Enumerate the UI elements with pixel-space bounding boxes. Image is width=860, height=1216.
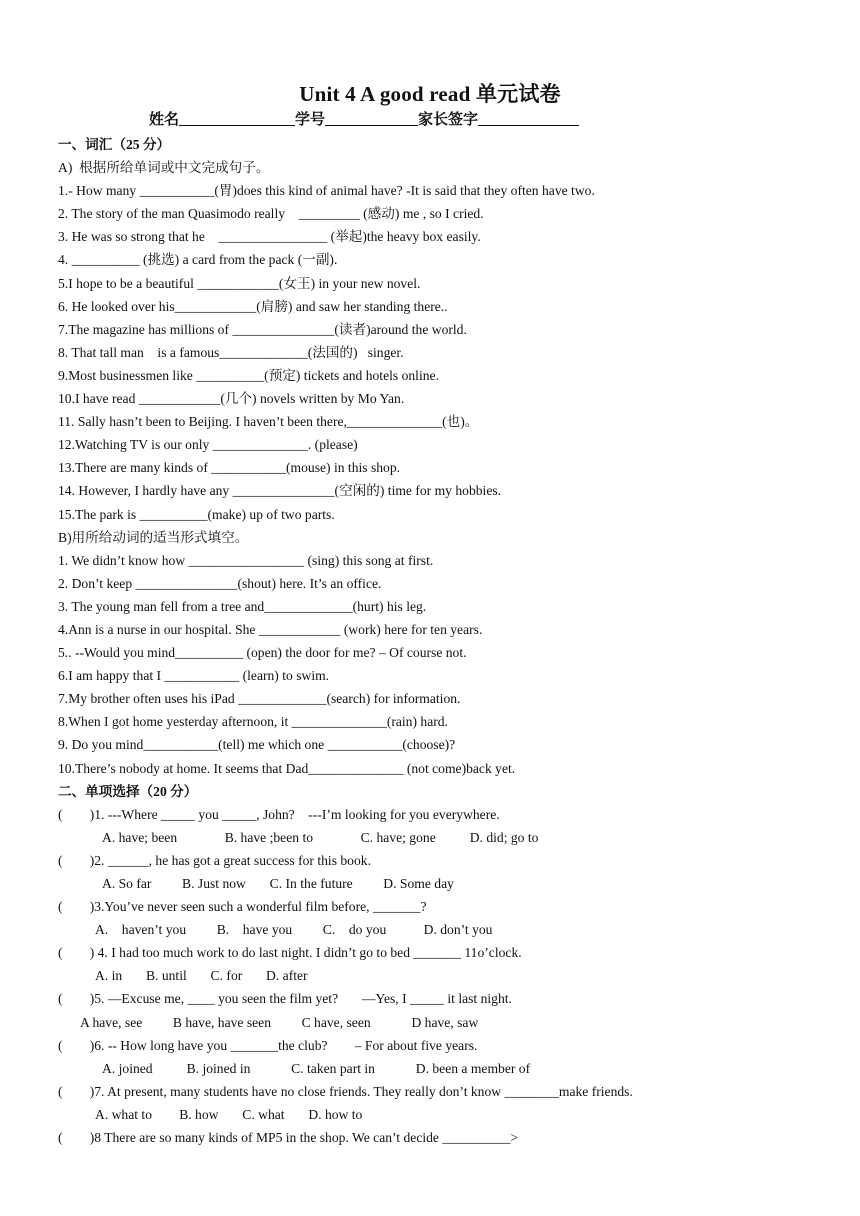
part-b-instruction: B)用所给动词的适当形式填空。 — [58, 529, 249, 545]
question-line: 8.When I got home yesterday afternoon, it ______________(rain) hard. — [58, 714, 448, 730]
choice-options: A. haven’t you B. have you C. do you D. don’t you — [95, 922, 493, 938]
choice-question: ( )7. At present, many students have no close friends. They really don’t know ________make friends. — [58, 1083, 633, 1099]
question-line: 8. That tall man is a famous_____________(法国的) singer. — [58, 344, 404, 360]
question-line: 13.There are many kinds of ___________(mouse) in this shop. — [58, 460, 401, 476]
choice-options: A have, see B have, have seen C have, seen D have, saw — [80, 1014, 479, 1030]
choice-options: A. joined B. joined in C. taken part in D. been a member of — [102, 1060, 531, 1076]
page-title: Unit 4 A good read 单元试卷 — [299, 82, 561, 106]
question-line: 11. Sally hasn’t been to Beijing. I haven’t been there,______________(也)。 — [58, 414, 479, 430]
question-line: 10.There’s nobody at home. It seems that Dad______________ (not come)back yet. — [58, 760, 516, 776]
name-blank[interactable] — [179, 111, 295, 126]
choice-options: A. So far B. Just now C. In the future D. Some day — [102, 876, 454, 891]
question-line: 3. He was so strong that he ________________ (举起)the heavy box easily. — [58, 229, 481, 245]
question-line: 12.Watching TV is our only ______________. (please) — [58, 437, 358, 453]
section-heading-vocabulary: 一、词汇（25 分） — [58, 137, 171, 152]
choice-options: A. have; been B. have ;been to C. have; gone D. did; go to — [102, 829, 539, 845]
id-blank[interactable] — [325, 111, 418, 126]
question-line: 6. He looked over his____________(肩膀) and saw her standing there.. — [58, 298, 448, 314]
choice-question: ( )2. ______, he has got a great success for this book. — [58, 852, 371, 868]
choice-question: ( )1. ---Where _____ you _____, John? ---I’m looking for you everywhere. — [58, 806, 500, 822]
question-line: 3. The young man fell from a tree and_____________(hurt) his leg. — [58, 598, 427, 614]
question-line: 5.. --Would you mind__________ (open) the door for me? – Of course not. — [58, 645, 467, 661]
choice-question: ( )8 There are so many kinds of MP5 in the shop. We can’t decide __________> — [58, 1130, 518, 1146]
choice-options: A. in B. until C. for D. after — [95, 968, 308, 984]
question-line: 7.My brother often uses his iPad _____________(search) for information. — [58, 691, 461, 707]
parent-signature-blank[interactable] — [478, 111, 579, 126]
question-line: 4.Ann is a nurse in our hospital. She ____________ (work) here for ten years. — [58, 621, 483, 637]
question-line: 10.I have read ____________(几个) novels written by Mo Yan. — [58, 391, 405, 407]
question-line: 6.I am happy that I ___________ (learn) to swim. — [58, 668, 330, 684]
question-line: 9.Most businessmen like __________(预定) tickets and hotels online. — [58, 367, 439, 383]
question-line: 2. Don’t keep _______________(shout) here. It’s an office. — [58, 575, 382, 591]
question-line: 1.- How many ___________(胃)does this kind of animal have? -It is said that they often have two. — [58, 183, 595, 199]
question-line: 1. We didn’t know how _________________ (sing) this song at first. — [58, 552, 434, 568]
question-line: 7.The magazine has millions of _______________(读者)around the world. — [58, 321, 467, 337]
question-line: 9. Do you mind___________(tell) me which one ___________(choose)? — [58, 737, 456, 753]
choice-question: ( )5. —Excuse me, ____ you seen the film yet? —Yes, I _____ it last night. — [58, 991, 512, 1007]
choice-question: ( ) 4. I had too much work to do last night. I didn’t go to bed _______ 11o’clock. — [58, 945, 522, 961]
section-heading-multiple-choice: 二、单项选择（20 分） — [58, 783, 198, 799]
choice-question: ( )6. -- How long have you _______the club? – For about five years. — [58, 1037, 478, 1053]
parent-signature-label: 家长签字 — [418, 112, 479, 128]
question-line: 4. __________ (挑选) a card from the pack (一副). — [58, 252, 338, 268]
choice-question: ( )3.You’ve never seen such a wonderful film before, _______? — [58, 899, 427, 915]
question-line: 15.The park is __________(make) up of two parts. — [58, 506, 335, 522]
id-label: 学号 — [295, 112, 326, 128]
name-label: 姓名 — [149, 112, 180, 128]
part-a-instruction: A) 根据所给单词或中文完成句子。 — [58, 160, 270, 176]
exam-body — [58, 133, 838, 1149]
student-info-line — [149, 108, 579, 129]
question-line: 14. However, I hardly have any _______________(空闲的) time for my hobbies. — [58, 483, 502, 499]
question-line: 5.I hope to be a beautiful ____________(女王) in your new novel. — [58, 275, 421, 291]
question-line: 2. The story of the man Quasimodo really _________ (感动) me , so I cried. — [58, 206, 484, 222]
choice-options: A. what to B. how C. what D. how to — [95, 1106, 363, 1122]
